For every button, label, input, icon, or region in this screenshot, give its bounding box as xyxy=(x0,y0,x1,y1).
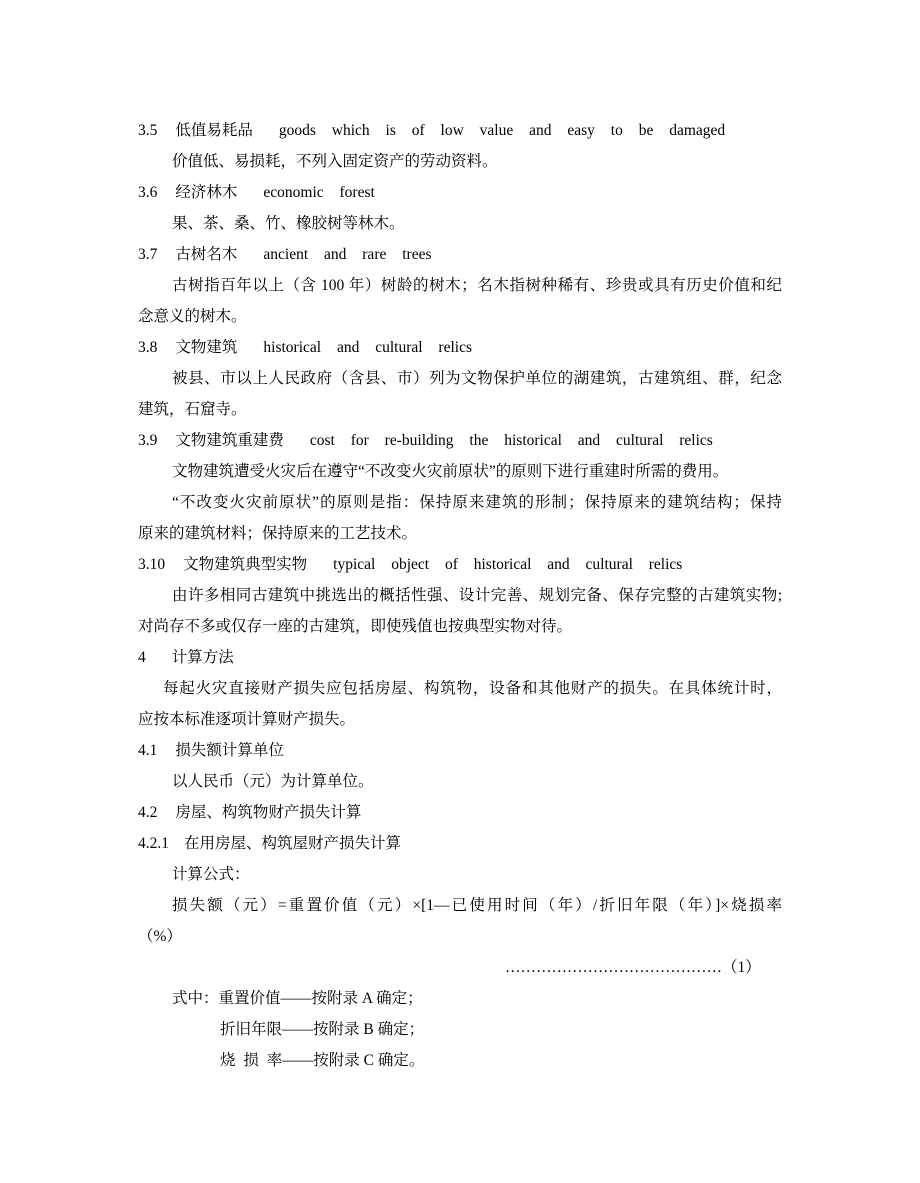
section-number: 3.6 xyxy=(138,184,158,201)
term-english: cost for re-building the historical and cultural relics xyxy=(309,432,713,449)
where-line xyxy=(138,1045,782,1076)
term-definition-continued: 念意义的树木。 xyxy=(138,308,247,325)
term-chinese: 低值易耗品 xyxy=(175,122,253,139)
section-number: 4 xyxy=(138,649,146,666)
term-heading-3-7 xyxy=(138,239,782,270)
section-title: 在用房屋、构筑屋财产损失计算 xyxy=(184,835,402,852)
term-heading-3-6 xyxy=(138,177,782,208)
section-number: 3.5 xyxy=(138,122,158,139)
section-number: 4.2 xyxy=(138,804,158,821)
term-chinese: 文物建筑典型实物 xyxy=(183,556,308,573)
term-english: economic forest xyxy=(263,184,375,201)
term-chinese: 经济林木 xyxy=(175,184,238,201)
term-english: goods which is of low value and easy to be damaged xyxy=(278,122,726,139)
section-heading-4-1 xyxy=(138,735,782,766)
term-english: historical and cultural relics xyxy=(263,339,472,356)
term-definition-continued: 对尚存不多或仅存一座的古建筑，即使残值也按典型实物对待。 xyxy=(138,618,573,635)
term-definition: 果、茶、桑、竹、橡胶树等林木。 xyxy=(172,215,405,232)
term-definition-continued: 原来的建筑材料；保持原来的工艺技术。 xyxy=(138,525,418,542)
section-number: 3.7 xyxy=(138,246,158,263)
section-number: 3.9 xyxy=(138,432,158,449)
variable-definition: ——按附录 B 确定； xyxy=(282,1021,425,1038)
section-title: 房屋、构筑物财产损失计算 xyxy=(175,804,362,821)
term-heading-3-9 xyxy=(138,425,782,456)
term-chinese: 文物建筑重建费 xyxy=(175,432,284,449)
formula-text-continued: （%） xyxy=(138,928,182,945)
section-heading-4-2-1 xyxy=(138,828,782,859)
term-heading-3-10 xyxy=(138,549,782,580)
term-definition: “不改变火灾前原状”的原则是指：保持原来建筑的形制；保持原来的建筑结构；保持 xyxy=(172,494,782,511)
term-english: typical object of historical and cultural relics xyxy=(333,556,683,573)
where-line xyxy=(138,983,782,1014)
section-heading-4-2 xyxy=(138,797,782,828)
formula-label: 计算公式： xyxy=(172,866,250,883)
term-chinese: 古树名木 xyxy=(175,246,238,263)
term-heading-3-8 xyxy=(138,332,782,363)
variable-definition: ——按附录 C 确定。 xyxy=(282,1052,425,1069)
section-heading-4 xyxy=(138,642,782,673)
term-heading-3-5 xyxy=(138,115,782,146)
term-chinese: 文物建筑 xyxy=(175,339,238,356)
dot-leader: …………………………………… xyxy=(505,959,722,976)
section-title: 计算方法 xyxy=(171,649,234,666)
term-definition: 文物建筑遭受火灾后在遵守“不改变火灾前原状”的原则下进行重建时所需的费用。 xyxy=(172,463,729,480)
term-english: ancient and rare trees xyxy=(263,246,432,263)
variable-term: 折旧年限 xyxy=(220,1021,283,1038)
variable-term: 重置价值 xyxy=(218,990,281,1007)
variable-term: 烧 损 率 xyxy=(220,1052,283,1069)
term-definition: 古树指百年以上（含 100 年）树龄的树木；名木指树种稀有、珍贵或具有历史价值和纪 xyxy=(172,277,782,294)
section-number: 3.10 xyxy=(138,556,166,573)
formula-text: 损失额（元）=重置价值（元）×[1—已使用时间（年）/折旧年限（年）]×烧损率 xyxy=(172,897,782,914)
section-title: 损失额计算单位 xyxy=(175,742,284,759)
term-definition: 价值低、易损耗，不列入固定资产的劳动资料。 xyxy=(172,153,498,170)
section-paragraph: 以人民币（元）为计算单位。 xyxy=(172,773,374,790)
section-number: 4.1 xyxy=(138,742,158,759)
term-definition-continued: 建筑，石窟寺。 xyxy=(138,401,247,418)
term-definition: 被县、市以上人民政府（含县、市）列为文物保护单位的湖建筑，古建筑组、群，纪念 xyxy=(172,370,782,387)
section-number: 4.2.1 xyxy=(138,835,169,852)
where-label: 式中： xyxy=(172,990,219,1007)
term-definition: 由许多相同古建筑中挑选出的概括性强、设计完善、规划完备、保存完整的古建筑实物; xyxy=(172,587,782,604)
formula-number: （1） xyxy=(722,959,761,976)
document-page xyxy=(138,115,782,1076)
where-line xyxy=(138,1014,782,1045)
section-number: 3.8 xyxy=(138,339,158,356)
section-paragraph: 每起火灾直接财产损失应包括房屋、构筑物，设备和其他财产的损失。在具体统计时， xyxy=(163,680,782,697)
formula-number-line xyxy=(138,952,782,983)
section-paragraph-continued: 应按本标准逐项计算财产损失。 xyxy=(138,711,356,728)
variable-definition: ——按附录 A 确定； xyxy=(280,990,423,1007)
